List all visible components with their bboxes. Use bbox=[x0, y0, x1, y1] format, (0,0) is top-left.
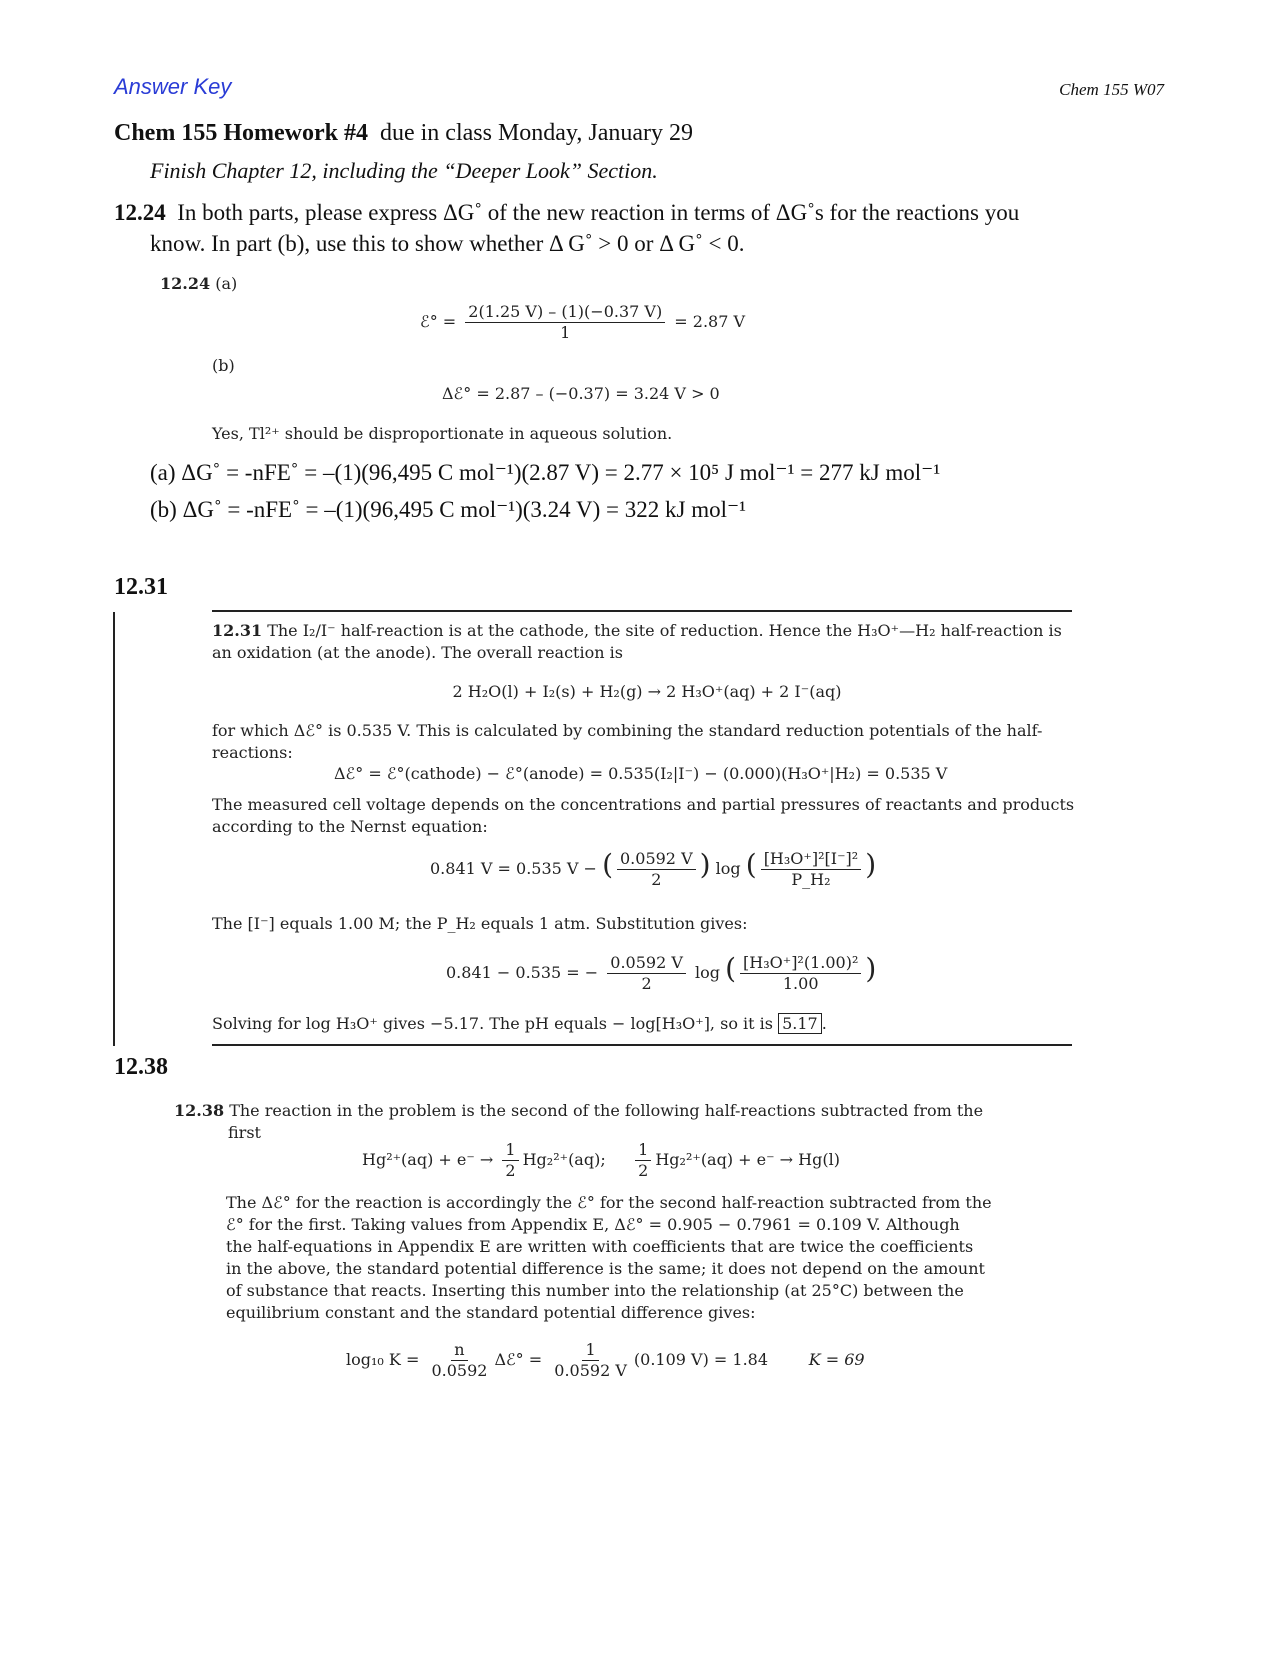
final-ph-answer: 5.17 bbox=[778, 1013, 822, 1034]
intro-line2: first bbox=[228, 1123, 261, 1142]
homework-title bbox=[114, 120, 693, 147]
eq-a-lhs: ℰ° = bbox=[420, 312, 457, 331]
top-divider bbox=[212, 610, 1072, 612]
nernst-frac-den: 2 bbox=[651, 870, 662, 889]
nernst-frac-num: 0.0592 V bbox=[617, 849, 696, 870]
final-mid: Δℰ° = bbox=[494, 1350, 543, 1369]
text3-line2: according to the Nernst equation: bbox=[212, 817, 488, 836]
equilibrium-constant-equation bbox=[346, 1340, 865, 1381]
half1-right: Hg₂²⁺(aq); bbox=[522, 1150, 606, 1169]
bottom-divider bbox=[212, 1044, 1072, 1046]
sub-lhs: 0.841 − 0.535 = − bbox=[446, 963, 599, 982]
paragraph-line2: ℰ° for the first. Taking values from Appendix E, Δℰ° = 0.905 − 0.7961 = 0.109 V. Although bbox=[226, 1215, 960, 1234]
eq-a-denominator: 1 bbox=[560, 323, 571, 342]
text2-line1: for which Δℰ° is 0.535 V. This is calculated by combining the standard reduction potentials of the half- bbox=[212, 721, 1043, 740]
final-f2-num: 1 bbox=[582, 1340, 598, 1361]
solution-number: 12.24 bbox=[160, 274, 211, 293]
final-k-value: K = 69 bbox=[808, 1350, 865, 1369]
homework-subtitle: Finish Chapter 12, including the “Deeper Look” Section. bbox=[150, 158, 658, 183]
half2-frac-den: 2 bbox=[638, 1161, 649, 1180]
paragraph-line4: in the above, the standard potential difference is the same; it does not depend on the amount bbox=[226, 1259, 985, 1278]
sub-frac-den: 2 bbox=[641, 974, 652, 993]
final-fraction-1 bbox=[428, 1340, 490, 1381]
solution-12-38-paragraph bbox=[226, 1192, 996, 1324]
solution-12-31-text2 bbox=[212, 720, 1082, 764]
half2-fraction bbox=[635, 1140, 651, 1181]
half-reactions bbox=[362, 1140, 840, 1181]
nernst-equation: 0.841 V = 0.535 V − ( $\frac{0.0592 V}{2}$ ) log ( $\frac{\text{[H₃O⁺]²[I⁻]²}}{\text{P\_H₂}}$ ) bbox=[430, 848, 877, 889]
nernst-quotient-num: [H₃O⁺]²[I⁻]² bbox=[761, 849, 862, 870]
eq-a-rhs: = 2.87 V bbox=[674, 312, 746, 331]
part-b-label: (b) bbox=[212, 356, 235, 375]
homework-due: due in class Monday, January 29 bbox=[379, 120, 694, 146]
overall-reaction: 2 H₂O(l) + I₂(s) + H₂(g) → 2 H₃O⁺(aq) + 2 I⁻(aq) bbox=[452, 682, 842, 701]
nernst-fraction bbox=[617, 849, 696, 890]
section-heading-12-38: 12.38 bbox=[114, 1054, 168, 1080]
half1-fraction bbox=[502, 1140, 518, 1181]
solution-12-31-intro bbox=[212, 620, 1082, 664]
sub-quotient bbox=[740, 953, 861, 994]
half1-frac-num: 1 bbox=[502, 1140, 518, 1161]
intro-line1: The I₂/I⁻ half-reaction is at the cathode, the site of reduction. Hence the H₃O⁺—H₂ half-reaction is bbox=[267, 621, 1062, 640]
solution-12-38-intro bbox=[174, 1100, 984, 1144]
equation-12-24-a bbox=[420, 302, 745, 343]
problem-number: 12.24 bbox=[114, 200, 166, 225]
final-f2-den: 0.0592 V bbox=[554, 1361, 627, 1380]
final-f1-den: 0.0592 bbox=[431, 1361, 488, 1380]
answer-12-24-b: (b) ΔG˚ = -nFE˚ = –(1)(96,495 C mol⁻¹)(3.24 V) = 322 kJ mol⁻¹ bbox=[150, 497, 747, 522]
sub-fraction bbox=[607, 953, 686, 994]
final-f1-num: n bbox=[451, 1340, 467, 1361]
intro-line1: The reaction in the problem is the second of the following half-reactions subtracted from the bbox=[229, 1101, 984, 1120]
solution-12-31-text3 bbox=[212, 794, 1082, 838]
eq-a-fraction bbox=[465, 302, 665, 343]
nernst-lhs: 0.841 V = 0.535 V − bbox=[430, 859, 597, 878]
left-margin-line bbox=[113, 612, 115, 1046]
equation-12-24-b: Δℰ° = 2.87 – (−0.37) = 3.24 V > 0 bbox=[442, 384, 720, 403]
half1-frac-den: 2 bbox=[505, 1161, 516, 1180]
problem-12-24-statement bbox=[114, 197, 1174, 259]
section-heading-12-31: 12.31 bbox=[114, 574, 168, 600]
problem-text-line2: know. In part (b), use this to show whether Δ G˚ > 0 or Δ G˚ < 0. bbox=[150, 231, 745, 256]
answer-12-24-a: (a) ΔG˚ = -nFE˚ = –(1)(96,495 C mol⁻¹)(2.87 V) = 2.77 × 10⁵ J mol⁻¹ = 277 kJ mol⁻¹ bbox=[150, 460, 941, 485]
solving-text: Solving for log H₃O⁺ gives −5.17. The pH equals − log[H₃O⁺], so it is bbox=[212, 1014, 773, 1033]
nernst-quotient bbox=[761, 849, 862, 890]
intro-line2: an oxidation (at the anode). The overall reaction is bbox=[212, 643, 623, 662]
solution-number: 12.38 bbox=[174, 1101, 225, 1120]
paragraph-line5: of substance that reacts. Inserting this number into the relationship (at 25°C) between the bbox=[226, 1281, 964, 1300]
sub-quotient-den: 1.00 bbox=[782, 974, 819, 993]
course-label: Chem 155 W07 bbox=[1059, 80, 1164, 99]
paragraph-line3: the half-equations in Appendix E are written with coefficients that are twice the coefficients bbox=[226, 1237, 974, 1256]
final-lhs: log₁₀ K = bbox=[346, 1350, 420, 1369]
half2-right: Hg₂²⁺(aq) + e⁻ → Hg(l) bbox=[655, 1150, 840, 1169]
part-a-label: (a) bbox=[215, 274, 238, 293]
half2-frac-num: 1 bbox=[635, 1140, 651, 1161]
sub-frac-num: 0.0592 V bbox=[607, 953, 686, 974]
nernst-quotient-den: P_H₂ bbox=[791, 870, 831, 889]
solution-12-24-label bbox=[160, 274, 237, 293]
final-rhs: (0.109 V) = 1.84 bbox=[633, 1350, 769, 1369]
eq-a-numerator: 2(1.25 V) – (1)(−0.37 V) bbox=[465, 302, 665, 323]
homework-title-bold: Chem 155 Homework #4 bbox=[114, 120, 368, 146]
sub-log: log bbox=[694, 963, 720, 982]
paragraph-line1: The Δℰ° for the reaction is accordingly the ℰ° for the second half-reaction subtracted from the bbox=[226, 1193, 992, 1212]
paragraph-line6: equilibrium constant and the standard potential difference gives: bbox=[226, 1303, 756, 1322]
text3-line1: The measured cell voltage depends on the concentrations and partial pressures of reactants and products bbox=[212, 795, 1075, 814]
final-fraction-2 bbox=[551, 1340, 630, 1381]
nernst-log: log bbox=[715, 859, 741, 878]
half1-left: Hg²⁺(aq) + e⁻ → bbox=[362, 1150, 494, 1169]
solution-12-24-conclusion: Yes, Tl²⁺ should be disproportionate in aqueous solution. bbox=[212, 424, 673, 443]
sub-quotient-num: [H₃O⁺]²(1.00)² bbox=[740, 953, 861, 974]
text2-line2: reactions: bbox=[212, 743, 293, 762]
solving-line: Solving for log H₃O⁺ gives −5.17. The pH equals − log[H₃O⁺], so it is 5.17 . bbox=[212, 1014, 827, 1033]
answer-key-label: Answer Key bbox=[114, 74, 232, 99]
solution-number: 12.31 bbox=[212, 621, 263, 640]
potential-difference-equation: Δℰ° = ℰ°(cathode) − ℰ°(anode) = 0.535(I₂|I⁻) − (0.000)(H₃O⁺|H₂) = 0.535 V bbox=[334, 764, 948, 783]
substitution-text: The [I⁻] equals 1.00 M; the P_H₂ equals 1 atm. Substitution gives: bbox=[212, 914, 748, 933]
problem-text-line1: In both parts, please express ΔG˚ of the new reaction in terms of ΔG˚s for the reactions you bbox=[177, 200, 1020, 225]
substitution-equation: 0.841 − 0.535 = − $\frac{0.0592 V}{2}$ log ( $\frac{\text{[H₃O⁺]²(1.00)²}}{1.00}$ ) bbox=[446, 952, 877, 993]
